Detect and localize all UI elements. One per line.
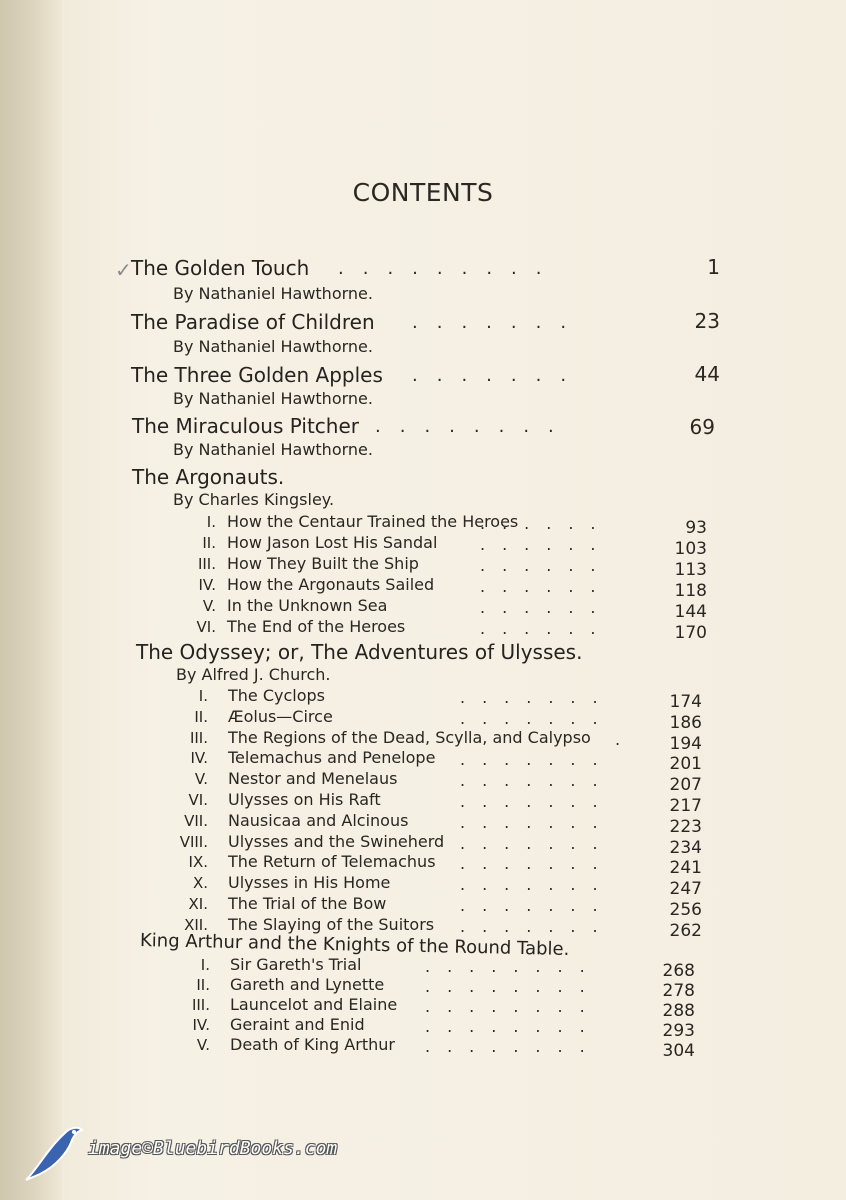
chapter-title: Gareth and Lynette [230, 975, 385, 994]
entry-author: By Nathaniel Hawthorne. [173, 284, 373, 303]
chapter-number: II. [202, 534, 216, 552]
chapter-page: 118 [674, 581, 707, 601]
entry-title: The Golden Touch [131, 256, 310, 280]
chapter-title: The Regions of the Dead, Scylla, and Calypso [228, 727, 591, 747]
copyright-watermark: image©BluebirdBooks.com [88, 1138, 338, 1159]
chapter-title: How the Centaur Trained the Heroes [227, 512, 519, 531]
section-title-argonauts: The Argonauts. [132, 465, 285, 489]
entry-title: The Miraculous Pitcher [132, 414, 359, 438]
chapter-number: X. [192, 874, 208, 893]
chapter-page: 241 [669, 858, 702, 879]
chapter-number: IX. [188, 853, 208, 872]
chapter-number: V. [194, 770, 208, 789]
leader-dots: ...... [480, 577, 613, 596]
bluebird-logo-icon [18, 1118, 88, 1188]
chapter-title: Nestor and Menelaus [228, 769, 398, 789]
chapter-page: 268 [662, 961, 695, 981]
chapter-page: 186 [669, 712, 702, 733]
entry-author: By Nathaniel Hawthorne. [173, 389, 373, 408]
chapter-page: 103 [674, 539, 707, 559]
chapter-title: The End of the Heroes [227, 617, 406, 636]
leader-dots: . [615, 729, 638, 749]
leader-dots: ...... [480, 514, 613, 533]
entry-page: 1 [707, 255, 720, 279]
chapter-number: V. [196, 1036, 210, 1054]
section-author-argonauts: By Charles Kingsley. [173, 490, 335, 509]
leader-dots: ....... [460, 792, 615, 811]
chapter-page: 113 [674, 560, 707, 580]
leader-dots: ....... [460, 896, 615, 915]
leader-dots: ....... [460, 854, 615, 874]
section-title-arthur: King Arthur and the Knights of the Round Table. [139, 930, 570, 960]
chapter-page: 201 [669, 754, 702, 775]
leader-dots: ....... [460, 875, 615, 895]
leader-dots: ........ [425, 997, 602, 1016]
entry-title: The Paradise of Children [131, 310, 375, 334]
leader-dots: ....... [412, 365, 586, 386]
leader-dots: ....... [460, 771, 615, 791]
chapter-number: IV. [190, 749, 208, 768]
chapter-page: 207 [669, 775, 702, 796]
leader-dots: ........ [425, 977, 602, 996]
chapter-page: 304 [662, 1041, 695, 1061]
leader-dots: ....... [460, 833, 615, 853]
entry-title: The Three Golden Apples [131, 363, 383, 387]
chapter-number: XII. [184, 915, 208, 934]
chapter-title: The Slaying of the Suitors [228, 914, 435, 934]
chapter-page: 262 [669, 920, 702, 941]
chapter-page: 234 [669, 837, 702, 858]
entry-page: 69 [689, 415, 715, 439]
chapter-number: IV. [198, 576, 216, 594]
chapter-page: 93 [685, 518, 707, 538]
chapter-number: II. [196, 976, 210, 994]
chapter-page: 223 [669, 816, 702, 837]
entry-author: By Nathaniel Hawthorne. [173, 440, 373, 459]
chapter-number: III. [189, 728, 208, 747]
chapter-title: Ulysses in His Home [228, 873, 391, 893]
entry-page: 23 [694, 309, 720, 333]
entry-page: 44 [694, 362, 720, 386]
leader-dots: ...... [480, 556, 613, 575]
chapter-number: III. [191, 996, 210, 1014]
chapter-title: In the Unknown Sea [227, 596, 388, 615]
entry-author: By Nathaniel Hawthorne. [173, 337, 373, 356]
chapter-page: 217 [669, 796, 702, 816]
chapter-number: II. [194, 707, 208, 726]
chapter-page: 256 [669, 900, 702, 920]
chapter-title: Sir Gareth's Trial [230, 955, 362, 974]
chapter-page: 194 [669, 733, 702, 754]
chapter-title: Ulysses and the Swineherd [228, 831, 445, 851]
chapter-title: How the Argonauts Sailed [227, 575, 435, 594]
chapter-page: 278 [662, 981, 695, 1001]
leader-dots: ....... [460, 750, 615, 770]
chapter-number: VIII. [179, 832, 208, 851]
chapter-title: The Return of Telemachus [228, 852, 436, 872]
chapter-number: VII. [184, 811, 208, 830]
chapter-number: I. [200, 956, 210, 974]
leader-dots: ....... [460, 812, 615, 832]
leader-dots: ........ [425, 1017, 602, 1036]
chapter-number: XI. [188, 895, 208, 913]
chapter-number: VI. [196, 618, 216, 636]
leader-dots: ...... [480, 619, 613, 638]
chapter-page: 170 [674, 623, 707, 643]
chapter-title: How Jason Lost His Sandal [227, 533, 438, 552]
leader-dots: ........ [425, 1037, 602, 1056]
leader-dots: ....... [460, 916, 615, 936]
section-author-odyssey: By Alfred J. Church. [176, 665, 331, 684]
chapter-title: Æolus—Circe [228, 706, 333, 726]
leader-dots: ...... [480, 598, 613, 617]
leader-dots: ......... [338, 258, 561, 279]
chapter-page: 288 [662, 1001, 695, 1021]
chapter-number: VI. [188, 791, 208, 809]
chapter-number: I. [198, 687, 208, 705]
pencil-check-mark: ✓ [115, 258, 132, 282]
leader-dots: ....... [460, 708, 615, 728]
chapter-number: III. [197, 555, 216, 573]
chapter-page: 293 [662, 1021, 695, 1041]
chapter-title: How They Built the Ship [227, 554, 419, 573]
chapter-title: Launcelot and Elaine [230, 995, 398, 1014]
contents-heading: CONTENTS [352, 178, 494, 207]
section-title-odyssey: The Odyssey; or, The Adventures of Ulysses. [136, 640, 583, 664]
chapter-number: IV. [192, 1016, 210, 1034]
chapter-title: The Cyclops [228, 686, 326, 705]
chapter-title: Geraint and Enid [230, 1015, 365, 1034]
chapter-title: Nausicaa and Alcinous [228, 810, 409, 830]
chapter-title: Death of King Arthur [230, 1035, 395, 1054]
chapter-page: 247 [669, 879, 702, 900]
leader-dots: ....... [460, 688, 615, 707]
leader-dots: ........ [425, 957, 602, 976]
chapter-title: Telemachus and Penelope [228, 748, 436, 768]
leader-dots: ....... [412, 312, 586, 333]
leader-dots: ...... [480, 535, 613, 554]
chapter-title: The Trial of the Bow [228, 894, 387, 913]
chapter-page: 174 [669, 692, 702, 712]
chapter-number: I. [206, 513, 216, 531]
chapter-number: V. [202, 597, 216, 615]
chapter-page: 144 [674, 602, 707, 622]
chapter-title: Ulysses on His Raft [228, 790, 381, 809]
leader-dots: ........ [375, 416, 573, 437]
